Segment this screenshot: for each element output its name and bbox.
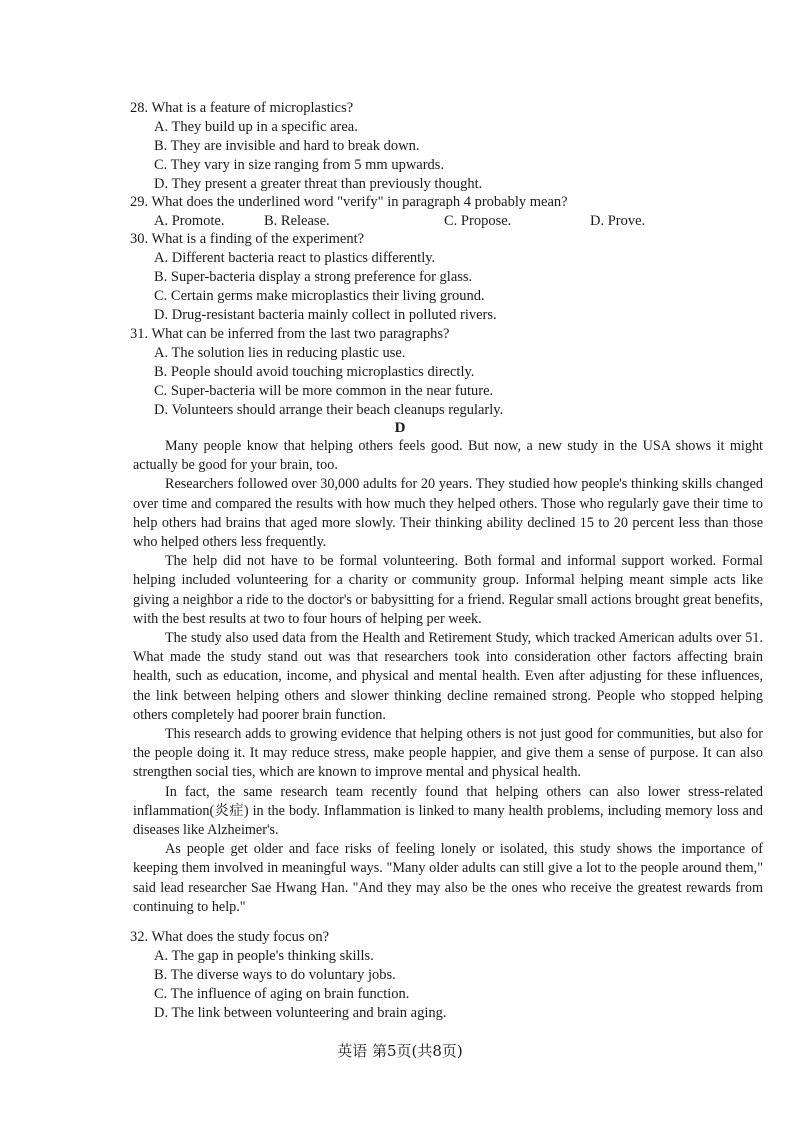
passage-paragraph-2: Researchers followed over 30,000 adults for 20 years. They studied how people's thinking skills changed over time and compared the results with how much they helped others. Those who regularly gave their time to help others had brains that aged more slowly. Their thinking ability declined 15 to 20 percent less than those who helped others less frequently. <box>133 476 763 551</box>
option-c: C. The influence of aging on brain function. <box>154 986 410 1002</box>
option-c: C. They vary in size ranging from 5 mm upwards. <box>154 157 445 173</box>
option-b: B. Release. <box>264 213 330 229</box>
passage-paragraph-5: This research adds to growing evidence that helping others is not just good for communities, but also for the people doing it. It may reduce stress, make people happier, and give them a sense of purpose. It can also strengthen social ties, which are known to improve mental and physical health. <box>133 726 763 781</box>
page-footer: 英语 第5页(共8页) <box>337 1042 463 1060</box>
option-d: D. Volunteers should arrange their beach cleanups regularly. <box>154 402 504 418</box>
question-stem: 31. What can be inferred from the last two paragraphs? <box>130 326 450 342</box>
option-a: A. The gap in people's thinking skills. <box>154 948 374 964</box>
option-d: D. Drug-resistant bacteria mainly collect in polluted rivers. <box>154 307 497 323</box>
option-b: B. The diverse ways to do voluntary jobs. <box>154 967 396 983</box>
option-d: D. Prove. <box>590 213 646 229</box>
option-a: A. The solution lies in reducing plastic use. <box>154 345 406 361</box>
question-stem: 28. What is a feature of microplastics? <box>130 100 354 116</box>
section-heading <box>0 419 800 438</box>
question-stem: 30. What is a finding of the experiment? <box>130 231 365 247</box>
question-32 <box>0 928 800 1023</box>
question-stem: 32. What does the study focus on? <box>130 929 330 945</box>
option-d: D. They present a greater threat than previously thought. <box>154 176 483 192</box>
question-29 <box>0 193 800 231</box>
passage-paragraph-6: In fact, the same research team recently found that helping others can also lower stress-related inflammation(炎症) in the body. Inflammation is linked to many health problems, including memory loss and diseases like Alzheimer's. <box>133 783 763 839</box>
option-b: B. They are invisible and hard to break down. <box>154 138 420 154</box>
option-c: C. Super-bacteria will be more common in the near future. <box>154 383 494 399</box>
passage-paragraph-1: Many people know that helping others feels good. But now, a new study in the USA shows it might actually be good for your brain, too. <box>133 438 763 474</box>
passage <box>0 437 800 917</box>
passage-paragraph-4: The study also used data from the Health and Retirement Study, which tracked American adults over 51. What made the study stand out was that researchers took into consideration other factors affecting brain health, such as education, income, and physical and mental health. Even after adjusting for these influences, the link between helping others and slower thinking decline remained strong. People who stopped helping others completely had poorer brain function. <box>133 630 763 723</box>
option-b: B. People should avoid touching microplastics directly. <box>154 364 475 380</box>
section-letter: D <box>394 420 406 436</box>
passage-paragraph-3: The help did not have to be formal volunteering. Both formal and informal support worked. Formal helping included volunteering for a charity or community group. Informal helping meant simple acts like giving a neighbor a ride to the doctor's or babysitting for a friend. Regular small actions brought great benefits, with the best results at two to four hours of helping per week. <box>133 553 763 627</box>
question-stem: 29. What does the underlined word "verify" in paragraph 4 probably mean? <box>130 194 568 210</box>
option-c: C. Certain germs make microplastics their living ground. <box>154 288 485 304</box>
inline-options <box>154 212 800 231</box>
option-a: A. Promote. <box>154 213 225 229</box>
option-c: C. Propose. <box>444 213 512 229</box>
option-b: B. Super-bacteria display a strong preference for glass. <box>154 269 473 285</box>
question-31 <box>0 325 800 420</box>
question-28 <box>0 99 800 194</box>
question-30 <box>0 230 800 325</box>
passage-paragraph-7: As people get older and face risks of feeling lonely or isolated, this study shows the importance of keeping them involved in meaningful ways. "Many older adults can still give a lot to the people around them," said lead researcher Sae Hwang Han. "And they may also be the ones who receive the greatest rewards from continuing to help." <box>133 841 763 915</box>
option-a: A. They build up in a specific area. <box>154 119 358 135</box>
option-a: A. Different bacteria react to plastics differently. <box>154 250 436 266</box>
option-d: D. The link between volunteering and brain aging. <box>154 1005 447 1021</box>
